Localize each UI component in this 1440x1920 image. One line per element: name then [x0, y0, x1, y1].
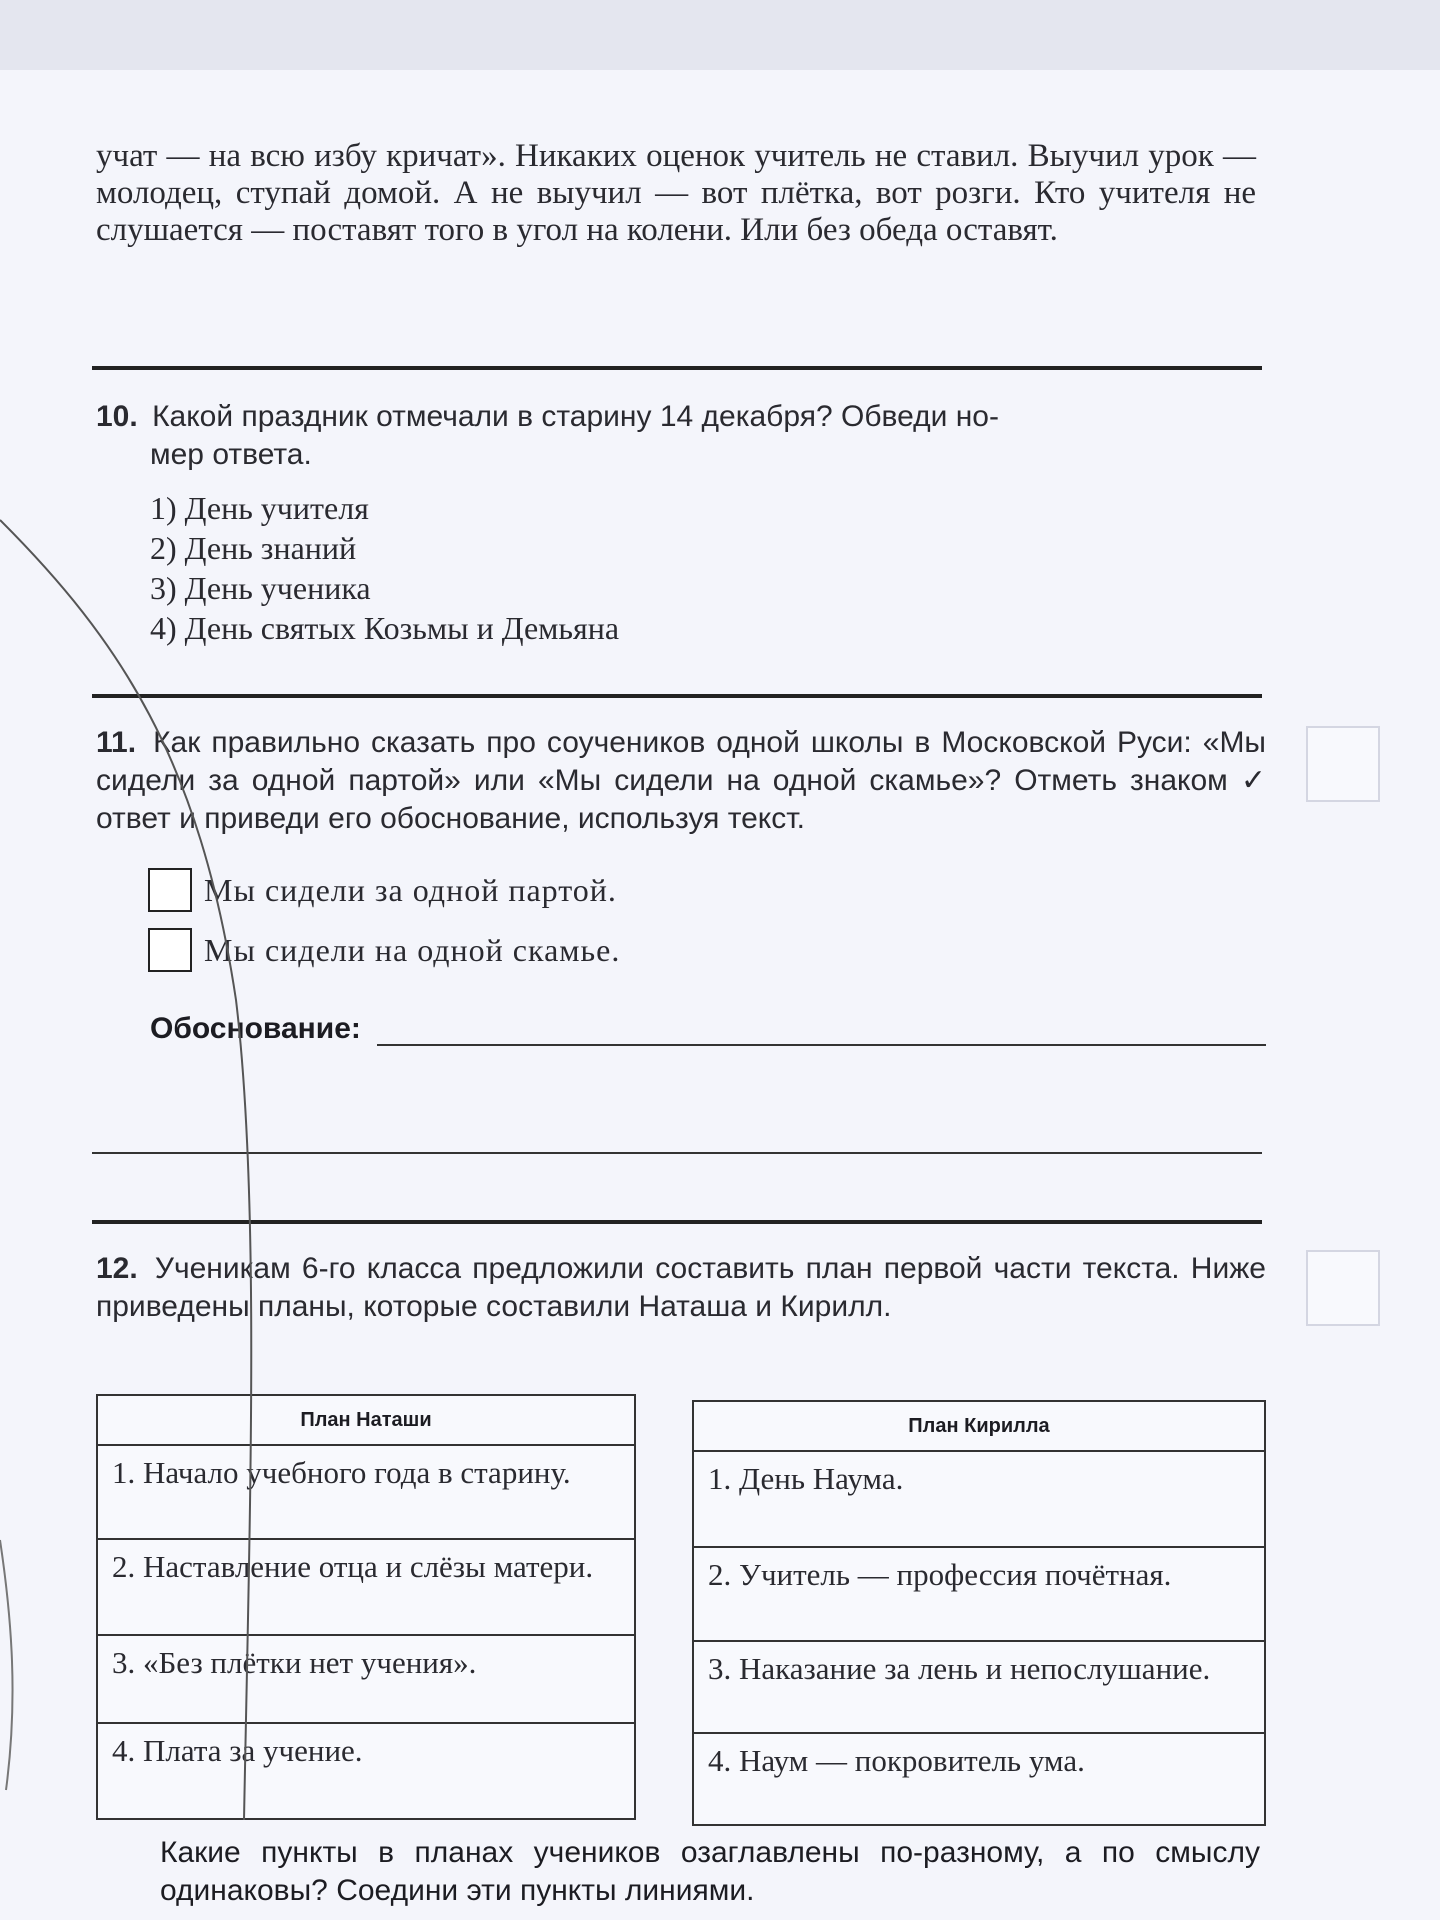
question-text: Ученикам 6-го класса предложили составить план первой части текста. Ниже приведены планы, которые составили Наташа и Кирилл.: [96, 1252, 1266, 1323]
plan-natasha-title: План Наташи: [98, 1396, 634, 1446]
answer-option-2[interactable]: 2) День знаний: [150, 530, 357, 566]
question-number: 11.: [96, 726, 137, 759]
answer-option-1[interactable]: 1) День учителя: [150, 490, 369, 526]
plan-kirill-title: План Кирилла: [694, 1402, 1264, 1452]
plan-kirill-item-2[interactable]: 2. Учитель — профессия почётная.: [694, 1548, 1264, 1642]
followup-question: Какие пункты в планах учеников озаглавлены по-разному, а по смыслу одинаковы? Соедини эти пункты линиями.: [160, 1836, 1260, 1907]
choice-label-desk: Мы сидели за одной партой.: [204, 871, 617, 908]
plan-natasha-item-4[interactable]: 4. Плата за учение.: [112, 1733, 363, 1768]
plan-kirill-item-3[interactable]: 3. Наказание за лень и непослушание.: [694, 1642, 1264, 1734]
plan-natasha-item-2[interactable]: 2. Наставление отца и слёзы матери.: [98, 1540, 634, 1636]
plan-natasha-item-3[interactable]: 3. «Без плётки нет учения».: [98, 1636, 634, 1724]
question-text: Какой праздник отмечали в старину 14 декабря? Обведи но-: [152, 400, 999, 433]
question-number: 10.: [96, 400, 138, 433]
choice-label-bench: Мы сидели на одной скамье.: [204, 931, 621, 968]
answer-option-3[interactable]: 3) День ученика: [150, 570, 371, 606]
intro-paragraph: учат — на всю избу кричат». Никаких оценок учитель не ставил. Выучил урок — молодец, ступай домой. А не выучил — вот плётка, вот розги. Кто учителя не слушается — поставят того в угол на колени. Или без обеда оставят.: [96, 138, 1256, 248]
answer-option-4[interactable]: 4) День святых Козьмы и Демьяна: [150, 610, 620, 646]
question-number: 12.: [96, 1252, 138, 1285]
plan-natasha-item-1[interactable]: 1. Начало учебного года в старину.: [98, 1446, 634, 1540]
plan-kirill-item-1[interactable]: 1. День Наума.: [694, 1452, 1264, 1548]
question-text: Как правильно сказать про соучеников одной школы в Московской Руси: «Мы сидели за одной партой» или «Мы сидели на одной скамье»? Отметь знаком ✓ ответ и приведи его обоснование, используя текст.: [96, 726, 1266, 835]
justification-label: Обоснование:: [150, 1012, 361, 1045]
plan-kirill-item-4[interactable]: 4. Наум — покровитель ума.: [708, 1743, 1085, 1778]
question-text-cont: мер ответа.: [150, 438, 312, 471]
